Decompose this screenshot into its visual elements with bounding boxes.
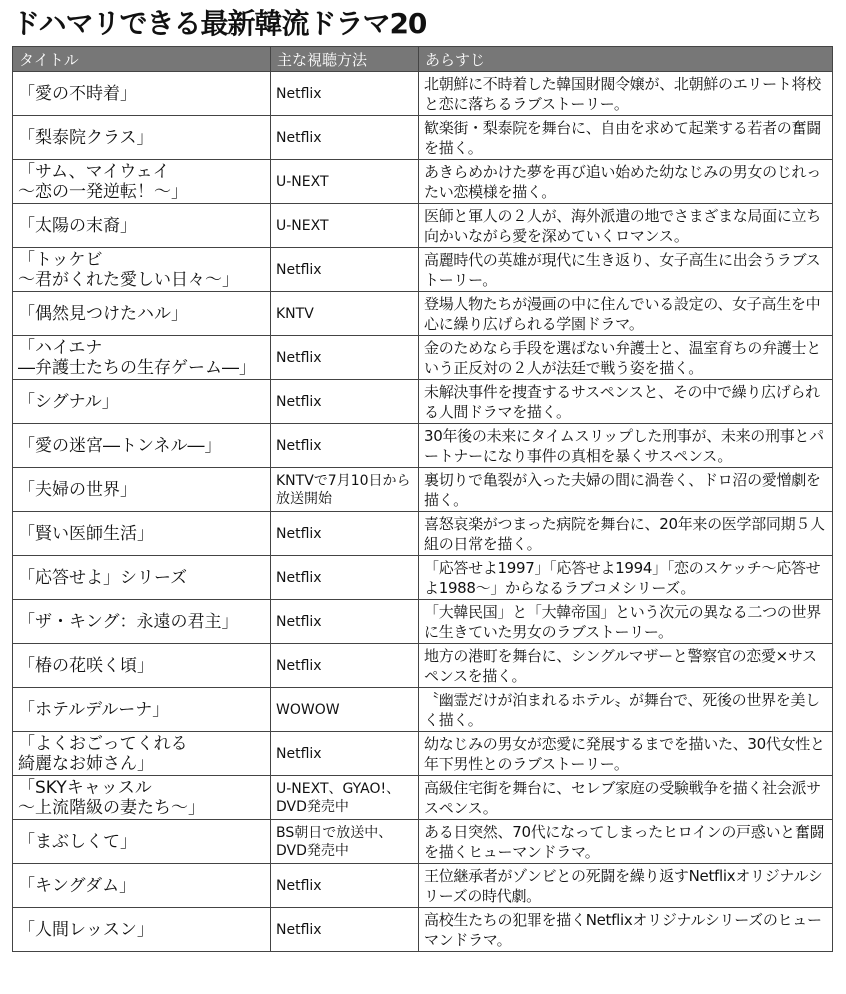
table-row [13,160,833,204]
drama-title: 「キングダム」 [13,864,271,908]
drama-title: 「梨泰院クラス」 [13,116,271,160]
table-row [13,468,833,512]
drama-title: 「偶然見つけたハル」 [13,292,271,336]
drama-title: 「トッケビ 〜君がくれた愛しい日々〜」 [13,248,271,292]
table-row [13,72,833,116]
drama-title: 「応答せよ」シリーズ [13,556,271,600]
table-row [13,512,833,556]
table-row [13,116,833,160]
table-row [13,600,833,644]
viewing-method: Netflix [271,864,419,908]
synopsis: 高級住宅街を舞台に、セレブ家庭の受験戦争を描く社会派サスペンス。 [419,776,833,820]
synopsis: 30年後の未来にタイムスリップした刑事が、未来の刑事とパートナーになり事件の真相を暴くサスペンス。 [419,424,833,468]
viewing-method: Netflix [271,644,419,688]
drama-title: 「賢い医師生活」 [13,512,271,556]
table-row [13,776,833,820]
table-row [13,908,833,952]
synopsis: 「大韓民国」と「大韓帝国」という次元の異なる二つの世界に生きていた男女のラブストーリー。 [419,600,833,644]
drama-title: 「ザ・キング：永遠の君主」 [13,600,271,644]
viewing-method: Netflix [271,72,419,116]
viewing-method: U-NEXT [271,204,419,248]
viewing-method: Netflix [271,336,419,380]
synopsis: 裏切りで亀裂が入った夫婦の間に渦巻く、ドロ沼の愛憎劇を描く。 [419,468,833,512]
drama-title: 「人間レッスン」 [13,908,271,952]
synopsis: 王位継承者がゾンビとの死闘を繰り返すNetflixオリジナルシリーズの時代劇。 [419,864,833,908]
viewing-method: Netflix [271,424,419,468]
synopsis: 〝幽霊だけが泊まれるホテル〟が舞台で、死後の世界を美しく描く。 [419,688,833,732]
viewing-method: Netflix [271,248,419,292]
table-body [13,72,833,952]
synopsis: 喜怒哀楽がつまった病院を舞台に、20年来の医学部同期５人組の日常を描く。 [419,512,833,556]
table-row [13,204,833,248]
synopsis: 金のためなら手段を選ばない弁護士と、温室育ちの弁護士という正反対の２人が法廷で戦う姿を描く。 [419,336,833,380]
table-header-row [13,47,833,72]
table-row [13,820,833,864]
viewing-method: Netflix [271,512,419,556]
viewing-method: Netflix [271,116,419,160]
synopsis: あきらめかけた夢を再び追い始めた幼なじみの男女のじれったい恋模様を描く。 [419,160,833,204]
table-row [13,732,833,776]
viewing-method: BS朝日で放送中、 DVD発売中 [271,820,419,864]
table-row [13,248,833,292]
synopsis: 幼なじみの男女が恋愛に発展するまでを描いた、30代女性と年下男性とのラブストーリー。 [419,732,833,776]
column-header-method: 主な視聴方法 [271,47,419,72]
synopsis: 登場人物たちが漫画の中に住んでいる設定の、女子高生を中心に繰り広げられる学園ドラマ。 [419,292,833,336]
table-row [13,864,833,908]
drama-table [12,46,833,952]
table-row [13,644,833,688]
table-row [13,336,833,380]
drama-title: 「シグナル」 [13,380,271,424]
table-row [13,424,833,468]
column-header-synopsis: あらすじ [419,47,833,72]
table-row [13,556,833,600]
synopsis: 地方の港町を舞台に、シングルマザーと警察官の恋愛×サスペンスを描く。 [419,644,833,688]
drama-title: 「太陽の末裔」 [13,204,271,248]
drama-title: 「愛の不時着」 [13,72,271,116]
drama-title: 「ハイエナ ―弁護士たちの生存ゲーム―」 [13,336,271,380]
synopsis: 歓楽街・梨泰院を舞台に、自由を求めて起業する若者の奮闘を描く。 [419,116,833,160]
viewing-method: U-NEXT、GYAO!、 DVD発売中 [271,776,419,820]
viewing-method: Netflix [271,380,419,424]
drama-title: 「よくおごってくれる 綺麗なお姉さん」 [13,732,271,776]
table-row [13,688,833,732]
viewing-method: KNTV [271,292,419,336]
drama-title: 「夫婦の世界」 [13,468,271,512]
drama-title: 「まぶしくて」 [13,820,271,864]
viewing-method: U-NEXT [271,160,419,204]
column-header-title: タイトル [13,47,271,72]
viewing-method: WOWOW [271,688,419,732]
synopsis: 医師と軍人の２人が、海外派遣の地でさまざまな局面に立ち向かいながら愛を深めていくロマンス。 [419,204,833,248]
drama-title: 「ホテルデルーナ」 [13,688,271,732]
synopsis: 北朝鮮に不時着した韓国財閥令嬢が、北朝鮮のエリート将校と恋に落ちるラブストーリー。 [419,72,833,116]
viewing-method: KNTVで7月10日から 放送開始 [271,468,419,512]
synopsis: 未解決事件を捜査するサスペンスと、その中で繰り広げられる人間ドラマを描く。 [419,380,833,424]
synopsis: ある日突然、70代になってしまったヒロインの戸惑いと奮闘を描くヒューマンドラマ。 [419,820,833,864]
viewing-method: Netflix [271,908,419,952]
viewing-method: Netflix [271,732,419,776]
viewing-method: Netflix [271,556,419,600]
table-row [13,292,833,336]
drama-title: 「SKYキャッスル 〜上流階級の妻たち〜」 [13,776,271,820]
synopsis: 「応答せよ1997」「応答せよ1994」「恋のスケッチ〜応答せよ1988〜」からなるラブコメシリーズ。 [419,556,833,600]
drama-title: 「椿の花咲く頃」 [13,644,271,688]
drama-title: 「愛の迷宮―トンネル―」 [13,424,271,468]
drama-table-container [12,46,832,952]
synopsis: 高麗時代の英雄が現代に生き返り、女子高生に出会うラブストーリー。 [419,248,833,292]
page-title: ドハマリできる最新韓流ドラマ20 [12,7,427,40]
viewing-method: Netflix [271,600,419,644]
synopsis: 高校生たちの犯罪を描くNetflixオリジナルシリーズのヒューマンドラマ。 [419,908,833,952]
table-row [13,380,833,424]
drama-title: 「サム、マイウェイ 〜恋の一発逆転！〜」 [13,160,271,204]
